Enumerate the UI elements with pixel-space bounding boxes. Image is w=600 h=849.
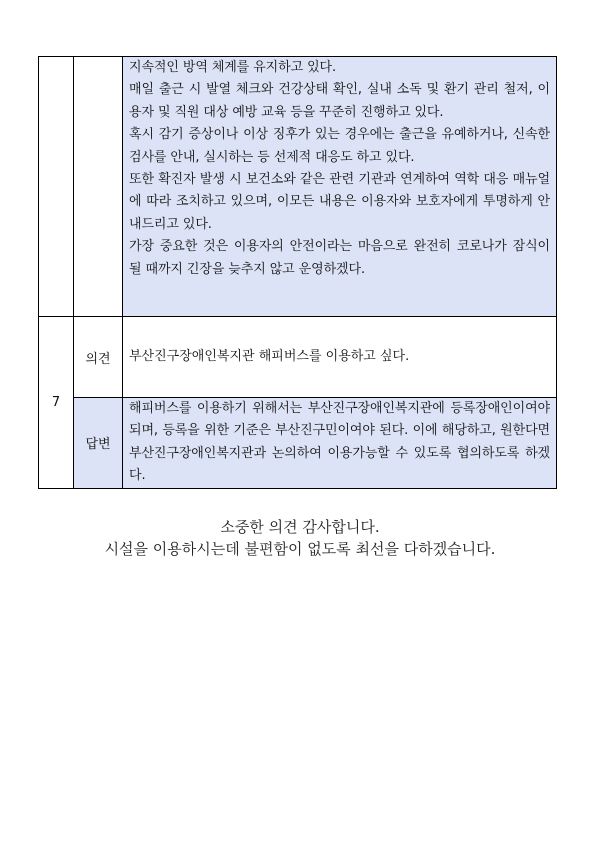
opinion-label: 의견 <box>74 317 123 398</box>
label-cell-empty <box>74 57 123 317</box>
paragraph: 가장 중요한 것은 이용자의 안전이라는 마음으로 완전히 코로나가 잠식이 될 때까지 긴장을 늦추지 않고 운영하겠다. <box>129 239 550 277</box>
closing-line-1: 소중한 의견 감사합니다. <box>220 518 380 536</box>
answer-paragraph: 해피버스를 이용하기 위해서는 부산진구장애인복지관에 등록장애인이여야되며, 등록을 위한 기준은 부산진구민이여야 된다. 이에 해당하고, 원한다면 부산진구장애인복지관과 논의하여 이용가능할 수 있도록 협의하도록 하겠다. <box>129 401 550 484</box>
table-row-opinion <box>39 317 557 398</box>
feedback-table <box>38 56 557 489</box>
opinion-text: 부산진구장애인복지관 해피버스를 이용하고 싶다. <box>123 317 557 398</box>
paragraph: 또한 확진자 발생 시 보건소와 같은 관련 기관과 연계하여 역학 대응 매뉴얼에 따라 조치하고 있으며, 이모든 내용은 이용자와 보호자에게 투명하게 안내드리고 있다. <box>129 172 550 232</box>
entry-number: 7 <box>39 317 74 489</box>
paragraph: 혹시 감기 증상이나 이상 징후가 있는 경우에는 출근을 유예하거나, 신속한 검사를 안내, 실시하는 등 선제적 대응도 하고 있다. <box>129 127 550 165</box>
table-row-answer <box>39 398 557 489</box>
closing-line-2: 시설을 이용하시는데 불편함이 없도록 최선을 다하겠습니다. <box>104 540 496 558</box>
answer-label: 답변 <box>74 398 123 489</box>
number-cell-empty <box>39 57 74 317</box>
closing-message <box>0 516 600 560</box>
answer-text <box>123 398 557 489</box>
paragraph: 지속적인 방역 체계를 유지하고 있다. <box>129 60 337 75</box>
table-row-continued <box>39 57 557 317</box>
answer-body-continued <box>123 57 557 317</box>
paragraph: 매일 출근 시 발열 체크와 건강상태 확인, 실내 소독 및 환기 관리 철저, 이용자 및 직원 대상 예방 교육 등을 꾸준히 진행하고 있다. <box>129 82 550 120</box>
